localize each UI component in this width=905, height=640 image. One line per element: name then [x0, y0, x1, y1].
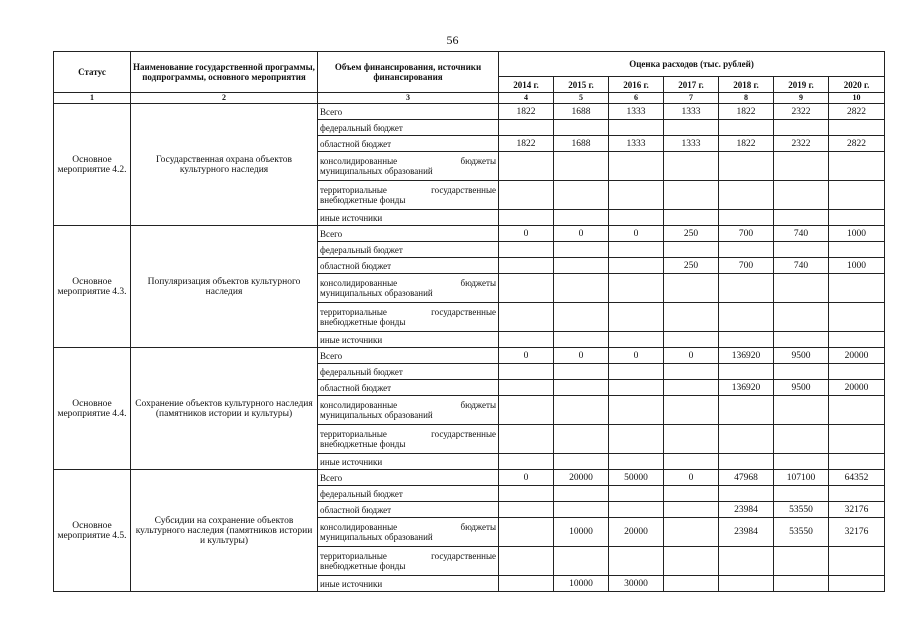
amount-cell [499, 518, 554, 547]
column-number: 4 [499, 93, 554, 104]
amount-cell [829, 486, 885, 502]
amount-cell [609, 425, 664, 454]
amount-cell: 32176 [829, 502, 885, 518]
amount-cell [719, 396, 774, 425]
funding-source: областной бюджет [318, 258, 499, 274]
amount-cell [664, 210, 719, 226]
column-number: 10 [829, 93, 885, 104]
page-number: 56 [446, 33, 459, 47]
amount-cell [609, 242, 664, 258]
amount-cell: 0 [554, 226, 609, 242]
amount-cell [554, 547, 609, 576]
amount-cell [499, 274, 554, 303]
amount-cell: 700 [719, 258, 774, 274]
column-number: 1 [54, 93, 131, 104]
amount-cell [719, 332, 774, 348]
funding-source: Всего [318, 348, 499, 364]
amount-cell [774, 152, 829, 181]
amount-cell [719, 364, 774, 380]
amount-cell [774, 547, 829, 576]
activity-name: Популяризация объектов культурного наследия [131, 226, 318, 348]
amount-cell [719, 486, 774, 502]
amount-cell: 107100 [774, 470, 829, 486]
amount-cell: 9500 [774, 380, 829, 396]
header-estimate: Оценка расходов (тыс. рублей) [499, 52, 885, 77]
funding-source: консолидированные бюджеты муниципальных образований [318, 274, 499, 303]
amount-cell [499, 258, 554, 274]
amount-cell: 20000 [609, 518, 664, 547]
amount-cell [719, 152, 774, 181]
amount-cell [829, 274, 885, 303]
amount-cell [664, 152, 719, 181]
amount-cell: 64352 [829, 470, 885, 486]
amount-cell [609, 502, 664, 518]
amount-cell [774, 576, 829, 592]
amount-cell: 9500 [774, 348, 829, 364]
amount-cell: 0 [499, 226, 554, 242]
funding-source: областной бюджет [318, 136, 499, 152]
header-year: 2020 г. [829, 77, 885, 93]
amount-cell [499, 303, 554, 332]
table-row [54, 226, 885, 242]
amount-cell: 1000 [829, 226, 885, 242]
amount-cell [554, 303, 609, 332]
amount-cell [499, 380, 554, 396]
funding-source: консолидированные бюджеты муниципальных образований [318, 518, 499, 547]
amount-cell: 53550 [774, 502, 829, 518]
column-number: 8 [719, 93, 774, 104]
amount-cell [664, 547, 719, 576]
amount-cell [829, 332, 885, 348]
activity-status: Основное мероприятие 4.2. [54, 104, 131, 226]
amount-cell: 2822 [829, 136, 885, 152]
amount-cell [499, 396, 554, 425]
funding-source: иные источники [318, 454, 499, 470]
amount-cell [664, 576, 719, 592]
amount-cell [719, 547, 774, 576]
amount-cell [719, 210, 774, 226]
amount-cell [829, 454, 885, 470]
amount-cell [664, 454, 719, 470]
activity-name: Субсидии на сохранение объектов культурного наследия (памятников истории и культуры) [131, 470, 318, 592]
amount-cell [719, 454, 774, 470]
amount-cell [554, 242, 609, 258]
amount-cell [554, 380, 609, 396]
amount-cell [829, 396, 885, 425]
funding-source: иные источники [318, 332, 499, 348]
amount-cell [609, 454, 664, 470]
funding-source: Всего [318, 226, 499, 242]
amount-cell [774, 120, 829, 136]
amount-cell: 1333 [609, 136, 664, 152]
amount-cell: 20000 [554, 470, 609, 486]
amount-cell [774, 486, 829, 502]
amount-cell: 32176 [829, 518, 885, 547]
amount-cell [499, 547, 554, 576]
column-number: 5 [554, 93, 609, 104]
funding-source: территориальные государственные внебюджетные фонды [318, 181, 499, 210]
amount-cell [829, 576, 885, 592]
amount-cell [554, 274, 609, 303]
amount-cell: 0 [664, 348, 719, 364]
amount-cell [829, 425, 885, 454]
header-year: 2018 г. [719, 77, 774, 93]
funding-source: федеральный бюджет [318, 120, 499, 136]
amount-cell [664, 181, 719, 210]
amount-cell: 250 [664, 226, 719, 242]
amount-cell [609, 364, 664, 380]
activity-status: Основное мероприятие 4.5. [54, 470, 131, 592]
amount-cell [664, 425, 719, 454]
amount-cell [719, 274, 774, 303]
amount-cell: 10000 [554, 576, 609, 592]
amount-cell [664, 518, 719, 547]
amount-cell [554, 152, 609, 181]
amount-cell [609, 303, 664, 332]
amount-cell [609, 120, 664, 136]
table-body [54, 104, 885, 592]
amount-cell: 47968 [719, 470, 774, 486]
amount-cell [609, 547, 664, 576]
amount-cell: 1000 [829, 258, 885, 274]
amount-cell [554, 454, 609, 470]
amount-cell: 0 [499, 348, 554, 364]
amount-cell [609, 258, 664, 274]
funding-source: консолидированные бюджеты муниципальных образований [318, 396, 499, 425]
amount-cell [774, 242, 829, 258]
amount-cell [609, 380, 664, 396]
amount-cell: 1333 [664, 136, 719, 152]
amount-cell [829, 547, 885, 576]
amount-cell: 30000 [609, 576, 664, 592]
amount-cell [774, 303, 829, 332]
amount-cell: 2322 [774, 104, 829, 120]
funding-source: территориальные государственные внебюджетные фонды [318, 425, 499, 454]
amount-cell: 136920 [719, 380, 774, 396]
amount-cell [719, 120, 774, 136]
column-number: 2 [131, 93, 318, 104]
amount-cell [499, 425, 554, 454]
amount-cell: 740 [774, 226, 829, 242]
amount-cell [664, 120, 719, 136]
amount-cell [664, 274, 719, 303]
amount-cell [664, 332, 719, 348]
amount-cell [554, 210, 609, 226]
amount-cell [664, 364, 719, 380]
activity-name: Сохранение объектов культурного наследия (памятников истории и культуры) [131, 348, 318, 470]
amount-cell [554, 486, 609, 502]
funding-source: федеральный бюджет [318, 486, 499, 502]
activity-name: Государственная охрана объектов культурного наследия [131, 104, 318, 226]
amount-cell [719, 576, 774, 592]
amount-cell [774, 454, 829, 470]
amount-cell: 1822 [719, 104, 774, 120]
funding-source: территориальные государственные внебюджетные фонды [318, 547, 499, 576]
amount-cell: 1822 [499, 136, 554, 152]
amount-cell [499, 152, 554, 181]
amount-cell [664, 242, 719, 258]
table-row [54, 470, 885, 486]
amount-cell: 53550 [774, 518, 829, 547]
amount-cell: 23984 [719, 502, 774, 518]
amount-cell: 1688 [554, 136, 609, 152]
funding-source: федеральный бюджет [318, 364, 499, 380]
amount-cell [774, 181, 829, 210]
amount-cell [499, 210, 554, 226]
amount-cell: 0 [664, 470, 719, 486]
amount-cell [664, 303, 719, 332]
amount-cell [774, 274, 829, 303]
amount-cell [499, 242, 554, 258]
amount-cell [719, 242, 774, 258]
amount-cell [499, 181, 554, 210]
amount-cell: 2822 [829, 104, 885, 120]
amount-cell [554, 502, 609, 518]
amount-cell [554, 425, 609, 454]
amount-cell: 20000 [829, 348, 885, 364]
amount-cell: 1333 [664, 104, 719, 120]
amount-cell: 740 [774, 258, 829, 274]
amount-cell [499, 364, 554, 380]
header-name: Наименование государственной программы, подпрограммы, основного мероприятия [131, 52, 318, 93]
amount-cell: 0 [554, 348, 609, 364]
amount-cell: 0 [609, 226, 664, 242]
column-number: 7 [664, 93, 719, 104]
amount-cell [499, 454, 554, 470]
header-year: 2015 г. [554, 77, 609, 93]
amount-cell [719, 425, 774, 454]
funding-source: иные источники [318, 210, 499, 226]
amount-cell: 1822 [499, 104, 554, 120]
amount-cell: 23984 [719, 518, 774, 547]
amount-cell: 50000 [609, 470, 664, 486]
amount-cell [664, 502, 719, 518]
amount-cell: 0 [499, 470, 554, 486]
amount-cell [829, 303, 885, 332]
amount-cell [774, 364, 829, 380]
amount-cell [554, 364, 609, 380]
amount-cell [829, 152, 885, 181]
amount-cell [554, 120, 609, 136]
amount-cell: 1822 [719, 136, 774, 152]
amount-cell [609, 396, 664, 425]
amount-cell [609, 486, 664, 502]
amount-cell [829, 120, 885, 136]
funding-source: областной бюджет [318, 380, 499, 396]
amount-cell [499, 502, 554, 518]
amount-cell [664, 486, 719, 502]
activity-status: Основное мероприятие 4.4. [54, 348, 131, 470]
amount-cell [829, 181, 885, 210]
amount-cell [499, 120, 554, 136]
amount-cell [774, 425, 829, 454]
table-row [54, 348, 885, 364]
amount-cell [609, 274, 664, 303]
header-year: 2016 г. [609, 77, 664, 93]
amount-cell [609, 210, 664, 226]
amount-cell [499, 486, 554, 502]
amount-cell [664, 396, 719, 425]
amount-cell [719, 303, 774, 332]
funding-source: консолидированные бюджеты муниципальных образований [318, 152, 499, 181]
amount-cell [554, 181, 609, 210]
amount-cell [609, 152, 664, 181]
amount-cell [829, 364, 885, 380]
header-volume: Объем финансирования, источники финансирования [318, 52, 499, 93]
amount-cell [554, 258, 609, 274]
amount-cell [774, 332, 829, 348]
amount-cell [609, 332, 664, 348]
amount-cell [829, 210, 885, 226]
amount-cell: 20000 [829, 380, 885, 396]
column-number: 3 [318, 93, 499, 104]
amount-cell: 2322 [774, 136, 829, 152]
amount-cell [499, 576, 554, 592]
funding-source: Всего [318, 470, 499, 486]
amount-cell [664, 380, 719, 396]
amount-cell [554, 396, 609, 425]
funding-source: Всего [318, 104, 499, 120]
financing-table [53, 51, 885, 592]
header-year: 2019 г. [774, 77, 829, 93]
amount-cell: 250 [664, 258, 719, 274]
amount-cell [829, 242, 885, 258]
funding-source: территориальные государственные внебюджетные фонды [318, 303, 499, 332]
header-year: 2014 г. [499, 77, 554, 93]
column-number: 6 [609, 93, 664, 104]
amount-cell [554, 332, 609, 348]
table-row [54, 104, 885, 120]
funding-source: федеральный бюджет [318, 242, 499, 258]
header-status: Статус [54, 52, 131, 93]
activity-status: Основное мероприятие 4.3. [54, 226, 131, 348]
amount-cell: 10000 [554, 518, 609, 547]
amount-cell: 136920 [719, 348, 774, 364]
amount-cell [774, 210, 829, 226]
column-number: 9 [774, 93, 829, 104]
header-year: 2017 г. [664, 77, 719, 93]
amount-cell: 1688 [554, 104, 609, 120]
funding-source: иные источники [318, 576, 499, 592]
amount-cell [609, 181, 664, 210]
amount-cell: 700 [719, 226, 774, 242]
amount-cell [719, 181, 774, 210]
amount-cell: 1333 [609, 104, 664, 120]
funding-source: областной бюджет [318, 502, 499, 518]
amount-cell [499, 332, 554, 348]
amount-cell [774, 396, 829, 425]
amount-cell: 0 [609, 348, 664, 364]
